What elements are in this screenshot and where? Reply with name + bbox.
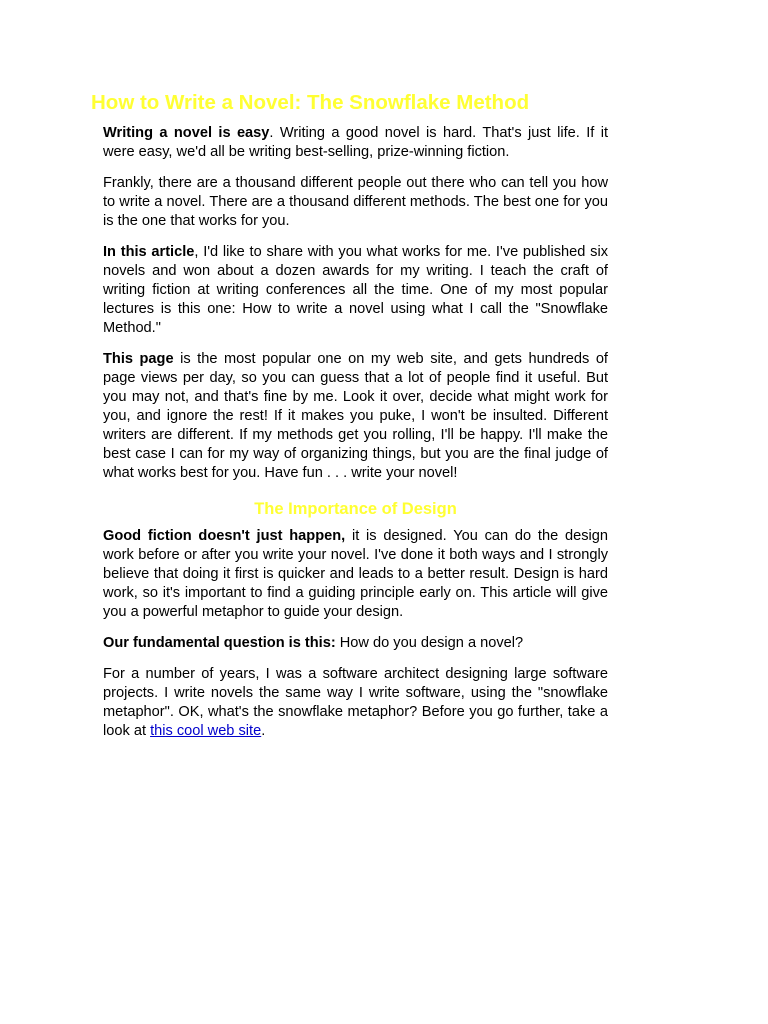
paragraph-methods [103, 174, 608, 231]
paragraph-lead: In this article [103, 244, 195, 260]
paragraph-text: . Writing a good novel is hard. That's just life. If it were easy, we'd all be writing best-selling, prize-winning fiction. [103, 125, 609, 160]
paragraph-article [103, 243, 608, 338]
article [91, 88, 609, 741]
paragraph-intro [103, 124, 608, 162]
paragraph-end: . [261, 723, 266, 739]
paragraph-software [103, 665, 608, 741]
paragraph-design [103, 527, 608, 622]
paragraph-lead: Our fundamental question is this: [103, 635, 336, 651]
paragraph-lead: Writing a novel is easy [103, 125, 270, 141]
paragraph-text: For a number of years, I was a software architect designing large software projects. I write novels the same way I write software, using the "snowflake metaphor". OK, what's the snowflake metaphor? Before you go further, take a look at [103, 666, 608, 739]
section-heading: The Importance of Design [254, 500, 457, 518]
paragraph-text: How do you design a novel? [335, 635, 524, 651]
paragraph-text: it is designed. You can do the design work before or after you write your novel. I've done it both ways and I strongly believe that doing it first is quicker and leads to a better result. Design is hard work, so it's important to find a guiding principle early on. This article will give you a powerful metaphor to guide your design. [103, 528, 608, 620]
paragraph-lead: Good fiction doesn't just happen, [103, 528, 346, 544]
paragraph-text: is the most popular one on my web site, and gets hundreds of page views per day, so you can guess that a lot of people find it useful. But you may not, and that's fine by me. Look it over, decide what might work for you, and ignore the rest! If it makes you puke, I won't be insulted. Different writers are different. If my methods get you rolling, I'll be happy. I'll make the best case I can for my way of organizing things, but you are the final judge of what works best for you. Have fun . . . write your novel! [103, 351, 608, 481]
paragraph-lead: This page [103, 351, 174, 367]
paragraph-text: , I'd like to share with you what works for me. I've published six novels and won about a dozen awards for my writing. I teach the craft of writing fiction at writing conferences all the time. One of my most popular lectures is this one: How to write a novel using what I call the "Snowflake Method." [103, 244, 608, 336]
paragraph-this-page [103, 350, 608, 483]
paragraph-text: Frankly, there are a thousand different people out there who can tell you how to write a novel. There are a thousand different methods. The best one for you is the one that works for you. [103, 175, 608, 229]
page-title: How to Write a Novel: The Snowflake Method [91, 91, 530, 114]
paragraph-question [103, 634, 608, 653]
cool-web-site-link[interactable]: this cool web site [150, 723, 262, 739]
